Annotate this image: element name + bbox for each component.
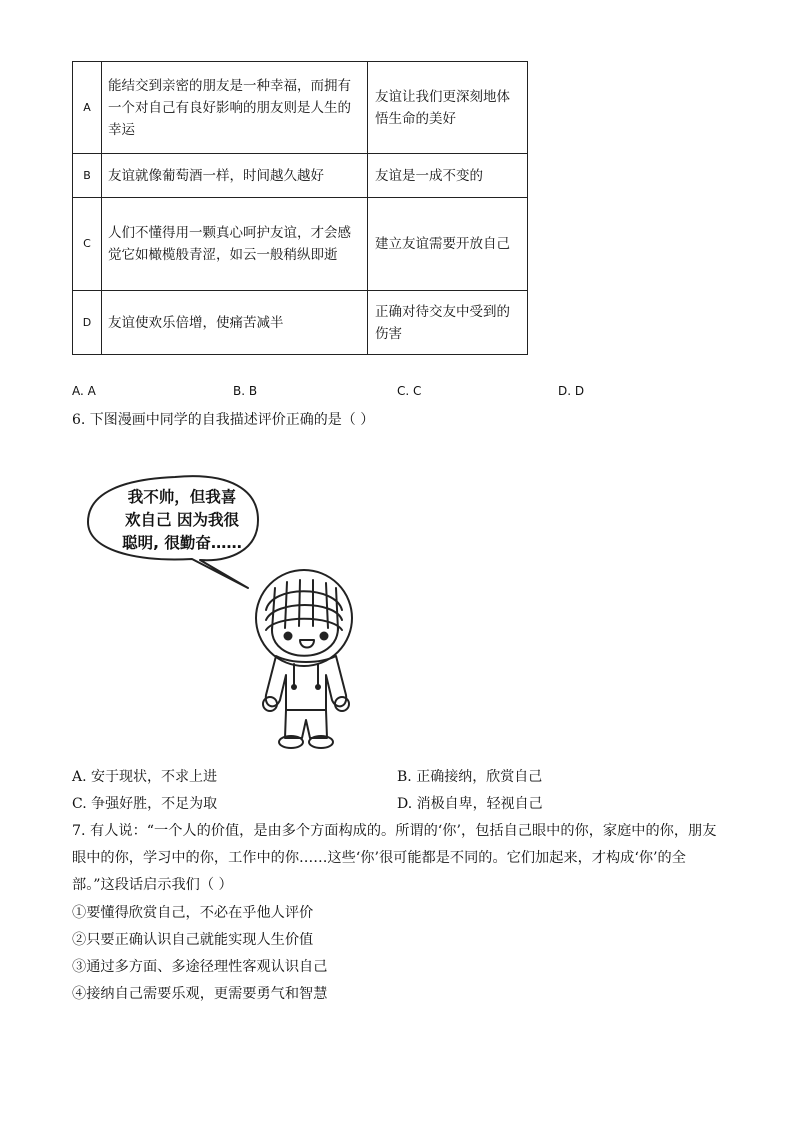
material-cell: 友谊使欢乐倍增，使痛苦减半 (102, 291, 368, 355)
q6-option-d[interactable]: D. 消极自卑，轻视自己 (397, 796, 543, 812)
row-label: D (73, 291, 102, 355)
q7-stem-line: 部。”这段话启示我们（ ） (72, 877, 233, 893)
q5-choice-b[interactable]: B. B (233, 384, 258, 398)
conclusion-cell: 建立友谊需要开放自己 (368, 198, 528, 291)
table-row (73, 62, 528, 154)
q5-choice-a[interactable]: A. A (72, 384, 96, 398)
conclusion-cell: 友谊是一成不变的 (368, 154, 528, 198)
bubble-line: 聪明, 很勤奋…… (122, 534, 242, 552)
q5-choice-c[interactable]: C. C (397, 384, 422, 398)
bubble-line: 我不帅，但我喜 (127, 488, 237, 506)
table-row (73, 291, 528, 355)
q6-stem: 6. 下图漫画中同学的自我描述评价正确的是（ ） (72, 412, 375, 428)
q5-choice-d[interactable]: D. D (558, 384, 585, 398)
table-row (73, 198, 528, 291)
conclusion-cell: 友谊让我们更深刻地体悟生命的美好 (368, 62, 528, 154)
q7-stem-line: 眼中的你，学习中的你，工作中的你……这些‘你’很可能都是不同的。它们加起来，才构成‘你’的全 (72, 850, 686, 866)
row-label: C (73, 198, 102, 291)
material-cell: 友谊就像葡萄酒一样，时间越久越好 (102, 154, 368, 198)
q7-statement-3: ③通过多方面、多途径理性客观认识自己 (72, 959, 328, 975)
material-cell: 人们不懂得用一颗真心呵护友谊，才会感觉它如橄榄般青涩，如云一般稍纵即逝 (102, 198, 368, 291)
q6-option-a[interactable]: A. 安于现状，不求上进 (72, 769, 218, 785)
material-cell: 能结交到亲密的朋友是一种幸福，而拥有一个对自己有良好影响的朋友则是人生的幸运 (102, 62, 368, 154)
q7-stem-line: 7. 有人说：“一个人的价值，是由多个方面构成的。所谓的‘你’，包括自己眼中的你，家庭中的你，朋友 (72, 823, 717, 839)
bubble-line: 欢自己 因为我很 (125, 511, 239, 529)
q7-statement-2: ②只要正确认识自己就能实现人生价值 (72, 932, 314, 948)
row-label: B (73, 154, 102, 198)
q7-statement-1: ①要懂得欣赏自己，不必在乎他人评价 (72, 905, 314, 921)
conclusion-cell: 正确对待交友中受到的伤害 (368, 291, 528, 355)
q6-option-c[interactable]: C. 争强好胜，不足为取 (72, 796, 218, 812)
q7-statement-4: ④接纳自己需要乐观，更需要勇气和智慧 (72, 986, 328, 1002)
table-row (73, 154, 528, 198)
options-table (72, 61, 528, 355)
speech-bubble-text (112, 486, 252, 555)
q6-option-b[interactable]: B. 正确接纳，欣赏自己 (397, 769, 543, 785)
row-label: A (73, 62, 102, 154)
